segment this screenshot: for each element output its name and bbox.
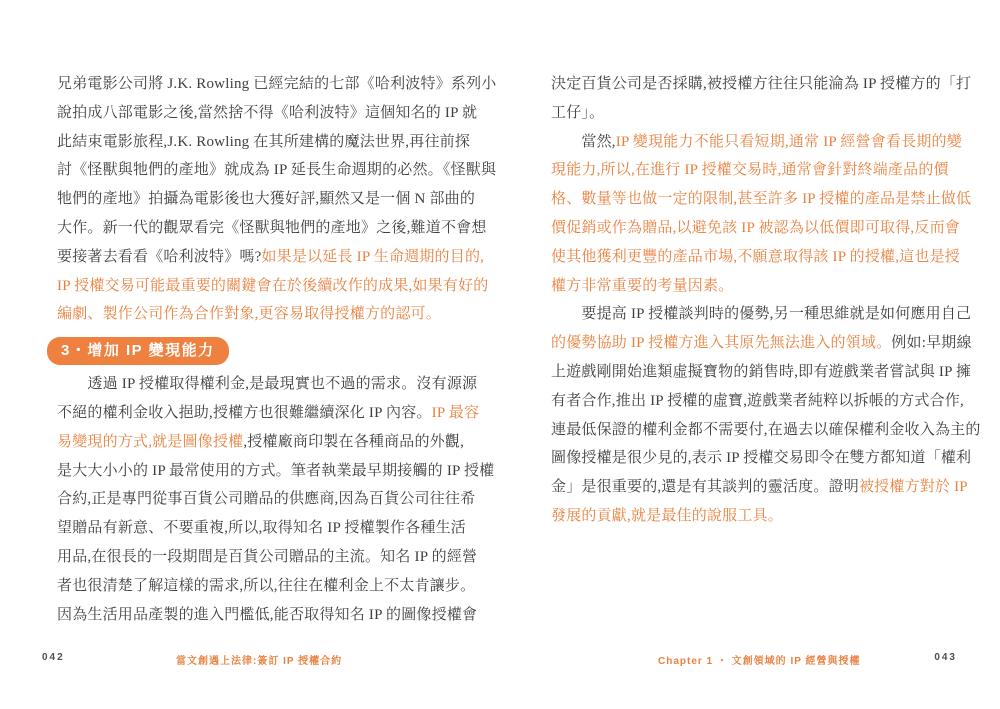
text-line: 易變現的方式,就是圖像授權,授權廠商印製在各種商品的外觀, bbox=[57, 433, 465, 450]
text-line: 兄弟電影公司將 J.K. Rowling 已經完結的七部《哈利波特》系列小 bbox=[57, 76, 497, 92]
section-heading bbox=[47, 337, 457, 364]
text-line: 工仔」。 bbox=[551, 104, 605, 121]
text-line: 權方非常重要的考量因素。 bbox=[551, 277, 734, 294]
text-line: 格、數量等也做一定的限制,甚至許多 IP 授權的產品是禁止做低 bbox=[551, 191, 972, 208]
text-line: 大作。新一代的觀眾看完《怪獸與牠們的產地》之後,難道不會想 bbox=[57, 219, 487, 236]
text-line: 合約,正是專門從事百貨公司贈品的供應商,因為百貨公司往往希 bbox=[57, 491, 476, 508]
right-footer-chapter-title: Chapter 1 ・ 文創領域的 IP 經營與授權 bbox=[658, 656, 861, 667]
text-line: 發展的貢獻,就是最佳的說服工具。 bbox=[551, 507, 783, 524]
text-line: 現能力,所以,在進行 IP 授權交易時,通常會針對終端產品的價 bbox=[551, 162, 949, 179]
text-line: 連最低保證的權利金都不需要付,在過去以確保權利金收入為主的 bbox=[551, 421, 981, 438]
text-line: 決定百貨公司是否採購,被授權方往往只能淪為 IP 授權方的「打 bbox=[551, 76, 972, 92]
text-line: 的優勢協助 IP 授權方進入其原先無法進入的領域。例如:早期線 bbox=[551, 335, 972, 352]
section-heading-badge: 3・增加 IP 變現能力 bbox=[47, 337, 229, 365]
text-line: 圖像授權是很少見的,表示 IP 授權交易即令在雙方都知道「權利 bbox=[551, 450, 972, 467]
text-line: 有者合作,推出 IP 授權的虛寶,遊戲業者純粹以拆帳的方式合作, bbox=[551, 392, 964, 409]
text-line: 牠們的產地》拍攝為電影後也大獲好評,顯然又是一個 N 部曲的 bbox=[57, 191, 476, 208]
text-line: 不絕的權利金收入挹助,授權方也很難繼續深化 IP 內容。IP 最容 bbox=[57, 404, 480, 421]
text-line: 討《怪獸與牠們的產地》就成為 IP 延長生命週期的必然。《怪獸與 bbox=[57, 162, 497, 179]
text-line: 是大大小小的 IP 最常使用的方式。筆者執業最早期接觸的 IP 授權 bbox=[57, 462, 495, 479]
text-line: 望贈品有新意、不要重複,所以,取得知名 IP 授權製作各種生活 bbox=[57, 520, 466, 537]
text-line: 價促銷或作為贈品,以避免該 IP 被認為以低價即可取得,反而會 bbox=[551, 219, 960, 236]
text-line: 用品,在很長的一段期間是百貨公司贈品的主流。知名 IP 的經營 bbox=[57, 548, 478, 565]
text-line: IP 授權交易可能最重要的關鍵會在於後續改作的成果,如果有好的 bbox=[57, 277, 489, 294]
text-line: 編劇、製作公司作為合作對象,更容易取得授權方的認可。 bbox=[57, 306, 441, 323]
right-page-number: 043 bbox=[934, 652, 957, 663]
left-page-number: 042 bbox=[42, 652, 65, 663]
right-page-text-column bbox=[551, 70, 981, 531]
text-line: 上遊戲剛開始進類虛擬寶物的銷售時,即有遊戲業者嘗試與 IP 擁 bbox=[551, 363, 972, 380]
text-line: 要接著去看看《哈利波特》嗎?如果是以延長 IP 生命週期的目的, bbox=[57, 248, 485, 265]
text-line: 透過 IP 授權取得權利金,是最現實也不過的需求。沒有源源 bbox=[57, 376, 478, 393]
text-line: 此結束電影旅程,J.K. Rowling 在其所建構的魔法世界,再往前探 bbox=[57, 133, 471, 150]
text-line: 者也很清楚了解這樣的需求,所以,往往在權利金上不太肯讓步。 bbox=[57, 577, 476, 594]
text-line: 要提高 IP 授權談判時的優勢,另一種思維就是如何應用自己 bbox=[551, 306, 972, 323]
text-line: 金」是很重要的,還是有其談判的靈活度。證明被授權方對於 IP bbox=[551, 479, 968, 496]
text-line: 說拍成八部電影之後,當然捨不得《哈利波特》這個知名的 IP 就 bbox=[57, 104, 478, 121]
text-line: 因為生活用品產製的進入門檻低,能否取得知名 IP 的圖像授權會 bbox=[57, 606, 478, 623]
left-page-text-column bbox=[57, 70, 497, 629]
left-footer-book-title: 當文創遇上法律:簽訂 IP 授權合約 bbox=[176, 656, 343, 667]
text-line: 當然,IP 變現能力不能只看短期,通常 IP 經營會看長期的變 bbox=[551, 133, 962, 150]
text-line: 使其他獲利更豐的產品市場,不願意取得該 IP 的授權,這也是授 bbox=[551, 248, 960, 265]
